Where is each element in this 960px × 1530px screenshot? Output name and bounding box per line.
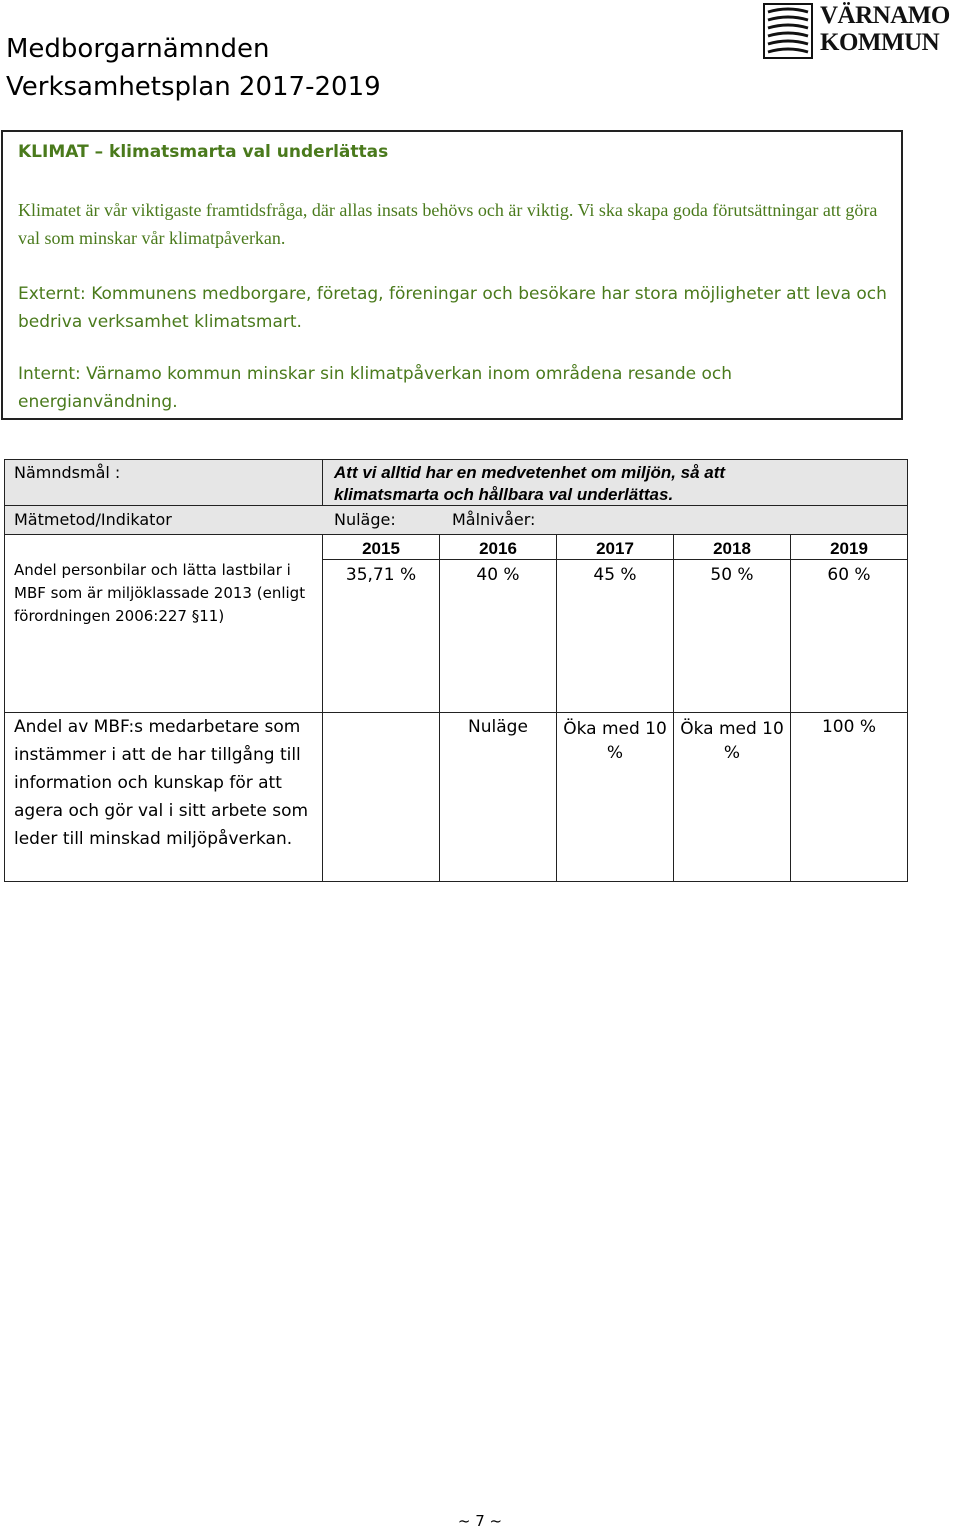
logo-wordmark [820,2,950,56]
year-header: 2015 [362,539,400,558]
col-targets-header: Målnivåer: [452,510,536,529]
grid-line [4,459,5,882]
grid-line [556,534,557,882]
intro-title: KLIMAT – klimatsmarta val underlättas [18,142,389,162]
grid-line [4,534,908,535]
year-header: 2019 [830,539,868,558]
row2-value: 100 % [821,717,876,737]
intro-box [1,130,903,420]
col-indicator-header: Mätmetod/Indikator [14,510,172,529]
intro-paragraph-2: Externt: Kommunens medborgare, företag, föreningar och besökare har stora möjligheter att leva och bedriva verksamhet klimatsmart. [18,284,887,332]
row1-value: 50 % [710,565,754,585]
grid-line [322,559,908,560]
varnamo-kommun-logo [762,2,958,62]
year-header: 2017 [596,539,634,558]
row2-value: Öka med 10 % [563,719,667,763]
header-line2: Verksamhetsplan 2017-2019 [6,72,381,102]
goal-label: Nämndsmål : [14,463,121,482]
grid-line [673,534,674,882]
row1-value: 45 % [593,565,637,585]
grid-line [322,459,323,506]
row1-indicator: Andel personbilar och lätta lastbilar i MBF som är miljöklassade 2013 (enligt förordningen 2006:227 §11) [14,561,306,625]
header-line1: Medborgarnämnden [6,34,270,64]
row2-value: Öka med 10 % [680,719,784,763]
year-header: 2016 [479,539,517,558]
logo-emblem-icon [762,2,814,60]
goal-text: Att vi alltid har en medvetenhet om miljön, så att klimatsmarta och hållbara val underlättas. [334,463,726,504]
logo-line2: KOMMUN [820,29,940,56]
row1-value: 35,71 % [345,565,417,585]
row1-value: 40 % [476,565,520,585]
intro-paragraph-3: Internt: Värnamo kommun minskar sin klimatpåverkan inom områdena resande och energianvändning. [18,364,733,412]
col-current-header: Nuläge: [334,510,396,529]
logo-line1: VÄRNAMO [820,2,950,29]
row2-value: Nuläge [468,717,528,737]
grid-line [4,459,908,460]
row1-value: 60 % [827,565,871,585]
document-header [6,30,381,106]
grid-line [907,459,908,882]
grid-line [4,881,908,882]
year-header: 2018 [713,539,751,558]
intro-paragraph-1: Klimatet är vår viktigaste framtidsfråga, där allas insats behövs och är viktig. Vi ska skapa goda förutsättningar att göra val som minskar vår klimatpåverkan. [18,200,878,248]
grid-line [322,534,323,882]
grid-line [439,534,440,882]
row2-indicator: Andel av MBF:s medarbetare som instämmer i att de har tillgång till information och kunskap för att agera och gör val i sitt arbete som leder till minskad miljöpåverkan. [14,717,309,849]
grid-line [4,505,908,506]
goal-table [4,459,908,882]
grid-line [790,534,791,882]
page-number: ~ 7 ~ [457,1512,503,1530]
